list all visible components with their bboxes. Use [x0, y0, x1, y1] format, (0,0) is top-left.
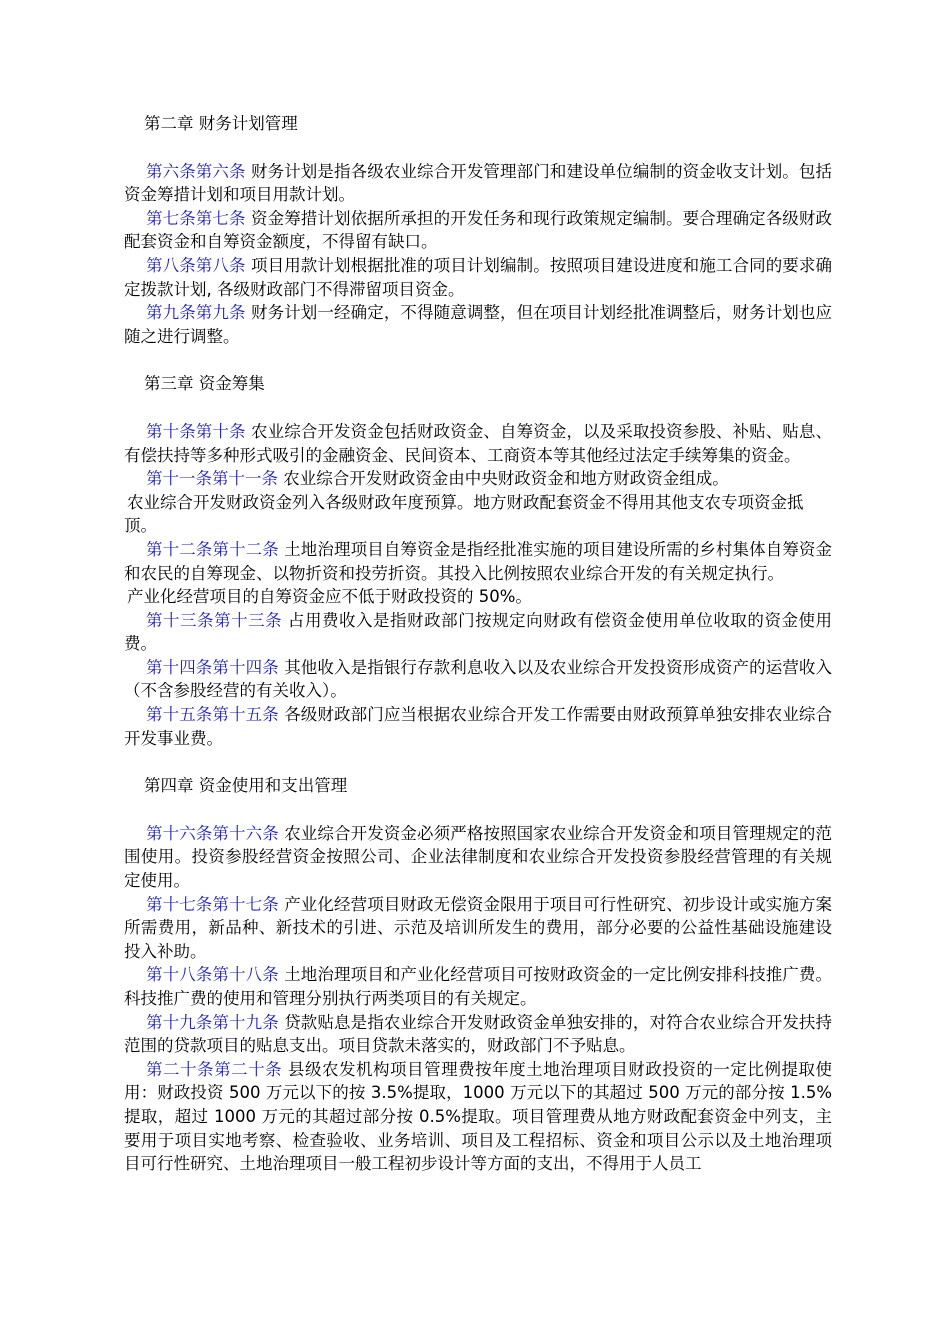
article-text: 土地治理项目和产业化经营项目可按财政资金的一定比例安排科技推广费。科技推广费的使用和管理分别执行两类项目的有关规定。 [124, 965, 833, 1008]
article-19 [124, 1011, 832, 1058]
article-note: 农业综合开发财政资金列入各级财政年度预算。地方财政配套资金不得用其他支农专项资金抵顶。 [124, 492, 804, 536]
chapter-3 [124, 372, 832, 750]
article-label[interactable]: 第八条第八条 [146, 255, 246, 275]
article-text: 项目用款计划根据批准的项目计划编制。按照项目建设进度和施工合同的要求确定拨款计划, 各级财政部门不得滞留项目资金。 [124, 255, 833, 299]
article-10 [124, 420, 832, 467]
article-12 [124, 538, 832, 585]
article-text: 贷款贴息是指农业综合开发财政资金单独安排的，对符合农业综合开发扶持范围的贷款项目的贴息支出。项目贷款未落实的，财政部门不予贴息。 [124, 1012, 833, 1056]
article-label[interactable]: 第十一条第十一条 [146, 469, 278, 489]
article-text: 财务计划一经确定，不得随意调整，但在项目计划经批准调整后，财务计划也应随之进行调整。 [124, 303, 833, 346]
article-9 [124, 301, 832, 348]
article-label[interactable]: 第九条第九条 [146, 303, 246, 323]
article-text: 农业综合开发财政资金由中央财政资金和地方财政资金组成。 [283, 469, 729, 489]
article-label[interactable]: 第六条第六条 [146, 161, 246, 181]
article-14 [124, 656, 832, 703]
chapter-title: 第四章 资金使用和支出管理 [144, 776, 348, 796]
article-label[interactable]: 第七条第七条 [146, 208, 246, 228]
chapter-4 [124, 774, 832, 1176]
article-text: 占用费收入是指财政部门按规定向财政有偿资金使用单位收取的资金使用费。 [124, 610, 833, 654]
article-13 [124, 609, 832, 656]
article-7 [124, 207, 832, 254]
article-label[interactable]: 第十条第十条 [146, 421, 246, 441]
article-text: 县级农发机构项目管理费按年度土地治理项目财政投资的一定比例提取使用：财政投资 500 万元以下的按 3.5%提取，1000 万元以下的其超过 500 万元的部分按 1.5%提取，超过 1000 万元的其超过部分按 0.5%提取。项目管理费从地方财政配套资金中列支，主要用于项目实地考察、检查验收、业务培训、项目及工程招标、资金和项目公示以及土地治理项目可行性研究、土地治理项目一般工程初步设计等方面的支出，不得用于人员工 [124, 1059, 833, 1174]
article-text: 其他收入是指银行存款利息收入以及农业综合开发投资形成资产的运营收入（不含参股经营的有关收入）。 [124, 657, 833, 701]
article-16 [124, 822, 832, 893]
chapter-2 [124, 112, 832, 348]
article-text: 产业化经营项目财政无偿资金限用于项目可行性研究、初步设计或实施方案所需费用，新品种、新技术的引进、示范及培训所发生的费用，部分必要的公益性基础设施建设投入补助。 [124, 894, 833, 961]
article-6 [124, 160, 832, 207]
article-11 [124, 467, 832, 491]
article-text: 土地治理项目自筹资金是指经批准实施的项目建设所需的乡村集体自筹资金和农民的自筹现金、以物折资和投劳折资。其投入比例按照农业综合开发的有关规定执行。 [124, 539, 833, 583]
article-note: 产业化经营项目的自筹资金应不低于财政投资的 50%。 [127, 587, 532, 607]
article-20 [124, 1058, 832, 1176]
article-text: 资金筹措计划依据所承担的开发任务和现行政策规定编制。要合理确定各级财政配套资金和自筹资金额度，不得留有缺口。 [124, 208, 833, 252]
article-8 [124, 254, 832, 301]
chapter-title: 第三章 资金筹集 [144, 374, 265, 394]
article-18 [124, 963, 832, 1010]
article-label[interactable]: 第十三条第十三条 [146, 610, 283, 630]
article-label[interactable]: 第十九条第十九条 [146, 1012, 279, 1032]
article-15 [124, 703, 832, 750]
article-text: 财务计划是指各级农业综合开发管理部门和建设单位编制的资金收支计划。包括资金筹措计划和项目用款计划。 [124, 161, 833, 205]
article-label[interactable]: 第二十条第二十条 [146, 1059, 283, 1079]
article-text: 各级财政部门应当根据农业综合开发工作需要由财政预算单独安排农业综合开发事业费。 [124, 705, 833, 748]
article-label[interactable]: 第十二条第十二条 [146, 539, 279, 559]
article-label[interactable]: 第十六条第十六条 [146, 823, 279, 843]
article-label[interactable]: 第十七条第十七条 [146, 894, 279, 914]
article-label[interactable]: 第十五条第十五条 [146, 705, 279, 725]
article-text: 农业综合开发资金包括财政资金、自筹资金，以及采取投资参股、补贴、贴息、有偿扶持等多种形式吸引的金融资金、民间资本、工商资本等其他经过法定手续筹集的资金。 [124, 421, 833, 465]
article-label[interactable]: 第十八条第十八条 [146, 965, 279, 985]
article-text: 农业综合开发资金必须严格按照国家农业综合开发资金和项目管理规定的范围使用。投资参股经营资金按照公司、企业法律制度和农业综合开发投资参股经营管理的有关规定使用。 [124, 823, 833, 891]
article-label[interactable]: 第十四条第十四条 [146, 657, 279, 677]
chapter-title: 第二章 财务计划管理 [144, 114, 298, 133]
article-17 [124, 893, 832, 964]
